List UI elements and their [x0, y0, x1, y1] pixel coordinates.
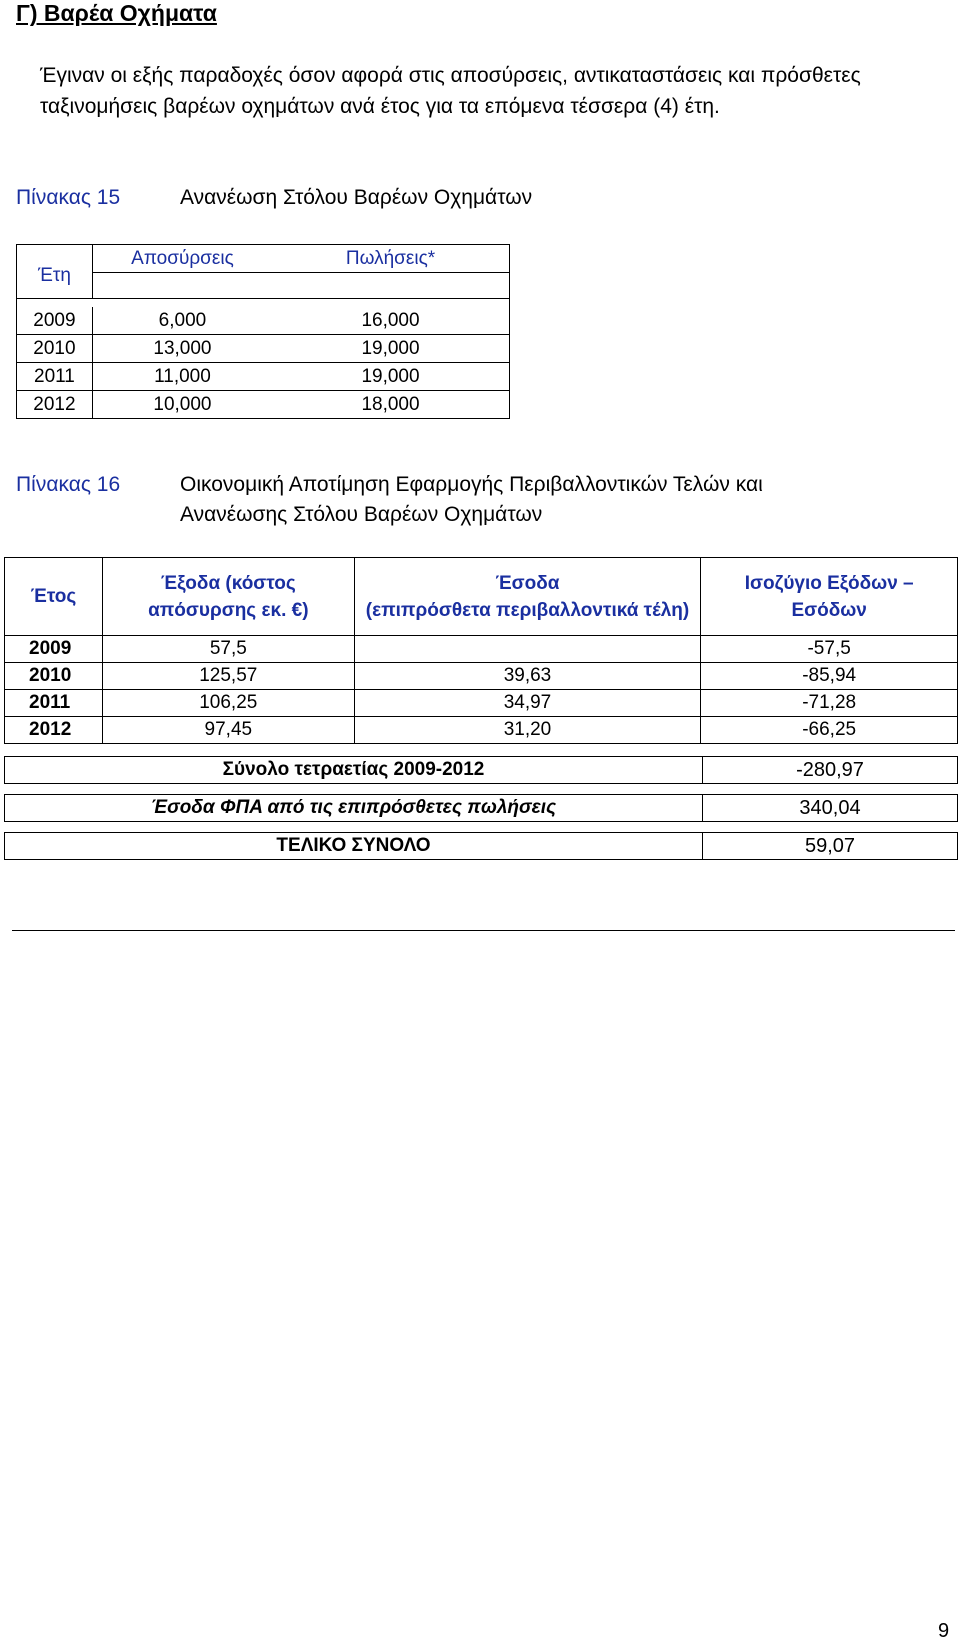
table16-title-line1: Οικονομική Αποτίμηση Εφαρμογής Περιβαλλοντικών Τελών και [180, 473, 763, 496]
table16-expenses: 57,5 [102, 636, 354, 663]
total-row [4, 756, 958, 784]
table16-expenses: 97,45 [102, 717, 354, 744]
vat-value: 340,04 [799, 797, 861, 819]
table16-header-expenses [102, 558, 354, 636]
table16-income: 31,20 [354, 717, 701, 744]
table15-year: 2012 [17, 391, 93, 419]
intro-paragraph: Έγιναν οι εξής παραδοχές όσον αφορά στις αποσύρσεις, αντικαταστάσεις και πρόσθετες ταξινομήσεις βαρέων οχημάτων ανά έτος για τα επόμενα τέσσερα (4) έτη. [40, 64, 861, 118]
table16-balance: -57,5 [701, 636, 958, 663]
total-value: -280,97 [796, 759, 864, 781]
table15-withdrawals: 10,000 [92, 391, 272, 419]
vat-label: Έσοδα ΦΠΑ από τις επιπρόσθετες πωλήσεις [5, 795, 703, 821]
footnote-divider [12, 930, 955, 931]
vat-row [4, 794, 958, 822]
table16-year: 2012 [5, 717, 103, 744]
section-heading: Γ) Βαρέα Οχήματα [16, 0, 217, 26]
table16-income: 39,63 [354, 663, 701, 690]
table15-withdrawals: 11,000 [92, 363, 272, 391]
table16-header-expenses-line2: απόσυρσης εκ. €) [148, 599, 309, 621]
table16-balance: -66,25 [701, 717, 958, 744]
final-label: ΤΕΛΙΚΟ ΣΥΝΟΛΟ [5, 833, 703, 859]
table15-year: 2009 [17, 307, 93, 335]
table16-title-line2: Ανανέωσης Στόλου Βαρέων Οχημάτων [180, 503, 543, 526]
table16-expenses: 106,25 [102, 690, 354, 717]
table15-withdrawals: 6,000 [92, 307, 272, 335]
table16-header-balance [701, 558, 958, 636]
table16-label: Πίνακας 16 [16, 473, 121, 496]
final-row [4, 832, 958, 860]
final-value: 59,07 [804, 835, 856, 857]
table15-title: Ανανέωση Στόλου Βαρέων Οχημάτων [180, 186, 533, 209]
table16-year: 2010 [5, 663, 103, 690]
table16-header-balance-line1: Ισοζύγιο Εξόδων – [744, 572, 914, 594]
table15-header-sales: Πωλήσεις* [272, 245, 509, 273]
table15-sales: 18,000 [272, 391, 509, 419]
table15-label: Πίνακας 15 [16, 186, 121, 209]
table16-header-balance-line2: Εσόδων [791, 599, 867, 621]
table16 [4, 557, 958, 744]
table15-sales: 16,000 [272, 307, 509, 335]
page-number: 9 [938, 1620, 950, 1642]
table16-header-expenses-line1: Έξοδα (κόστος [160, 572, 296, 594]
table16-balance: -71,28 [701, 690, 958, 717]
table15-sales: 19,000 [272, 363, 509, 391]
table16-header-income-line2: (επιπρόσθετα περιβαλλοντικά τέλη) [365, 599, 690, 621]
table15 [16, 244, 510, 419]
table16-year: 2009 [5, 636, 103, 663]
table15-withdrawals: 13,000 [92, 335, 272, 363]
table15-sales: 19,000 [272, 335, 509, 363]
table16-balance: -85,94 [701, 663, 958, 690]
table15-year: 2010 [17, 335, 93, 363]
total-label: Σύνολο τετραετίας 2009-2012 [5, 757, 703, 783]
table16-header-year: Έτος [5, 558, 103, 636]
table15-header-year: Έτη [17, 245, 93, 299]
table16-expenses: 125,57 [102, 663, 354, 690]
table15-header-spacer [92, 273, 509, 299]
table16-year: 2011 [5, 690, 103, 717]
table16-header-income-line1: Έσοδα [495, 572, 560, 594]
table16-title [180, 470, 763, 530]
table16-header-income [354, 558, 701, 636]
table15-gap [17, 299, 510, 308]
table15-year: 2011 [17, 363, 93, 391]
table15-header-withdrawals: Αποσύρσεις [92, 245, 272, 273]
table16-income: 34,97 [354, 690, 701, 717]
table16-income [354, 636, 701, 663]
